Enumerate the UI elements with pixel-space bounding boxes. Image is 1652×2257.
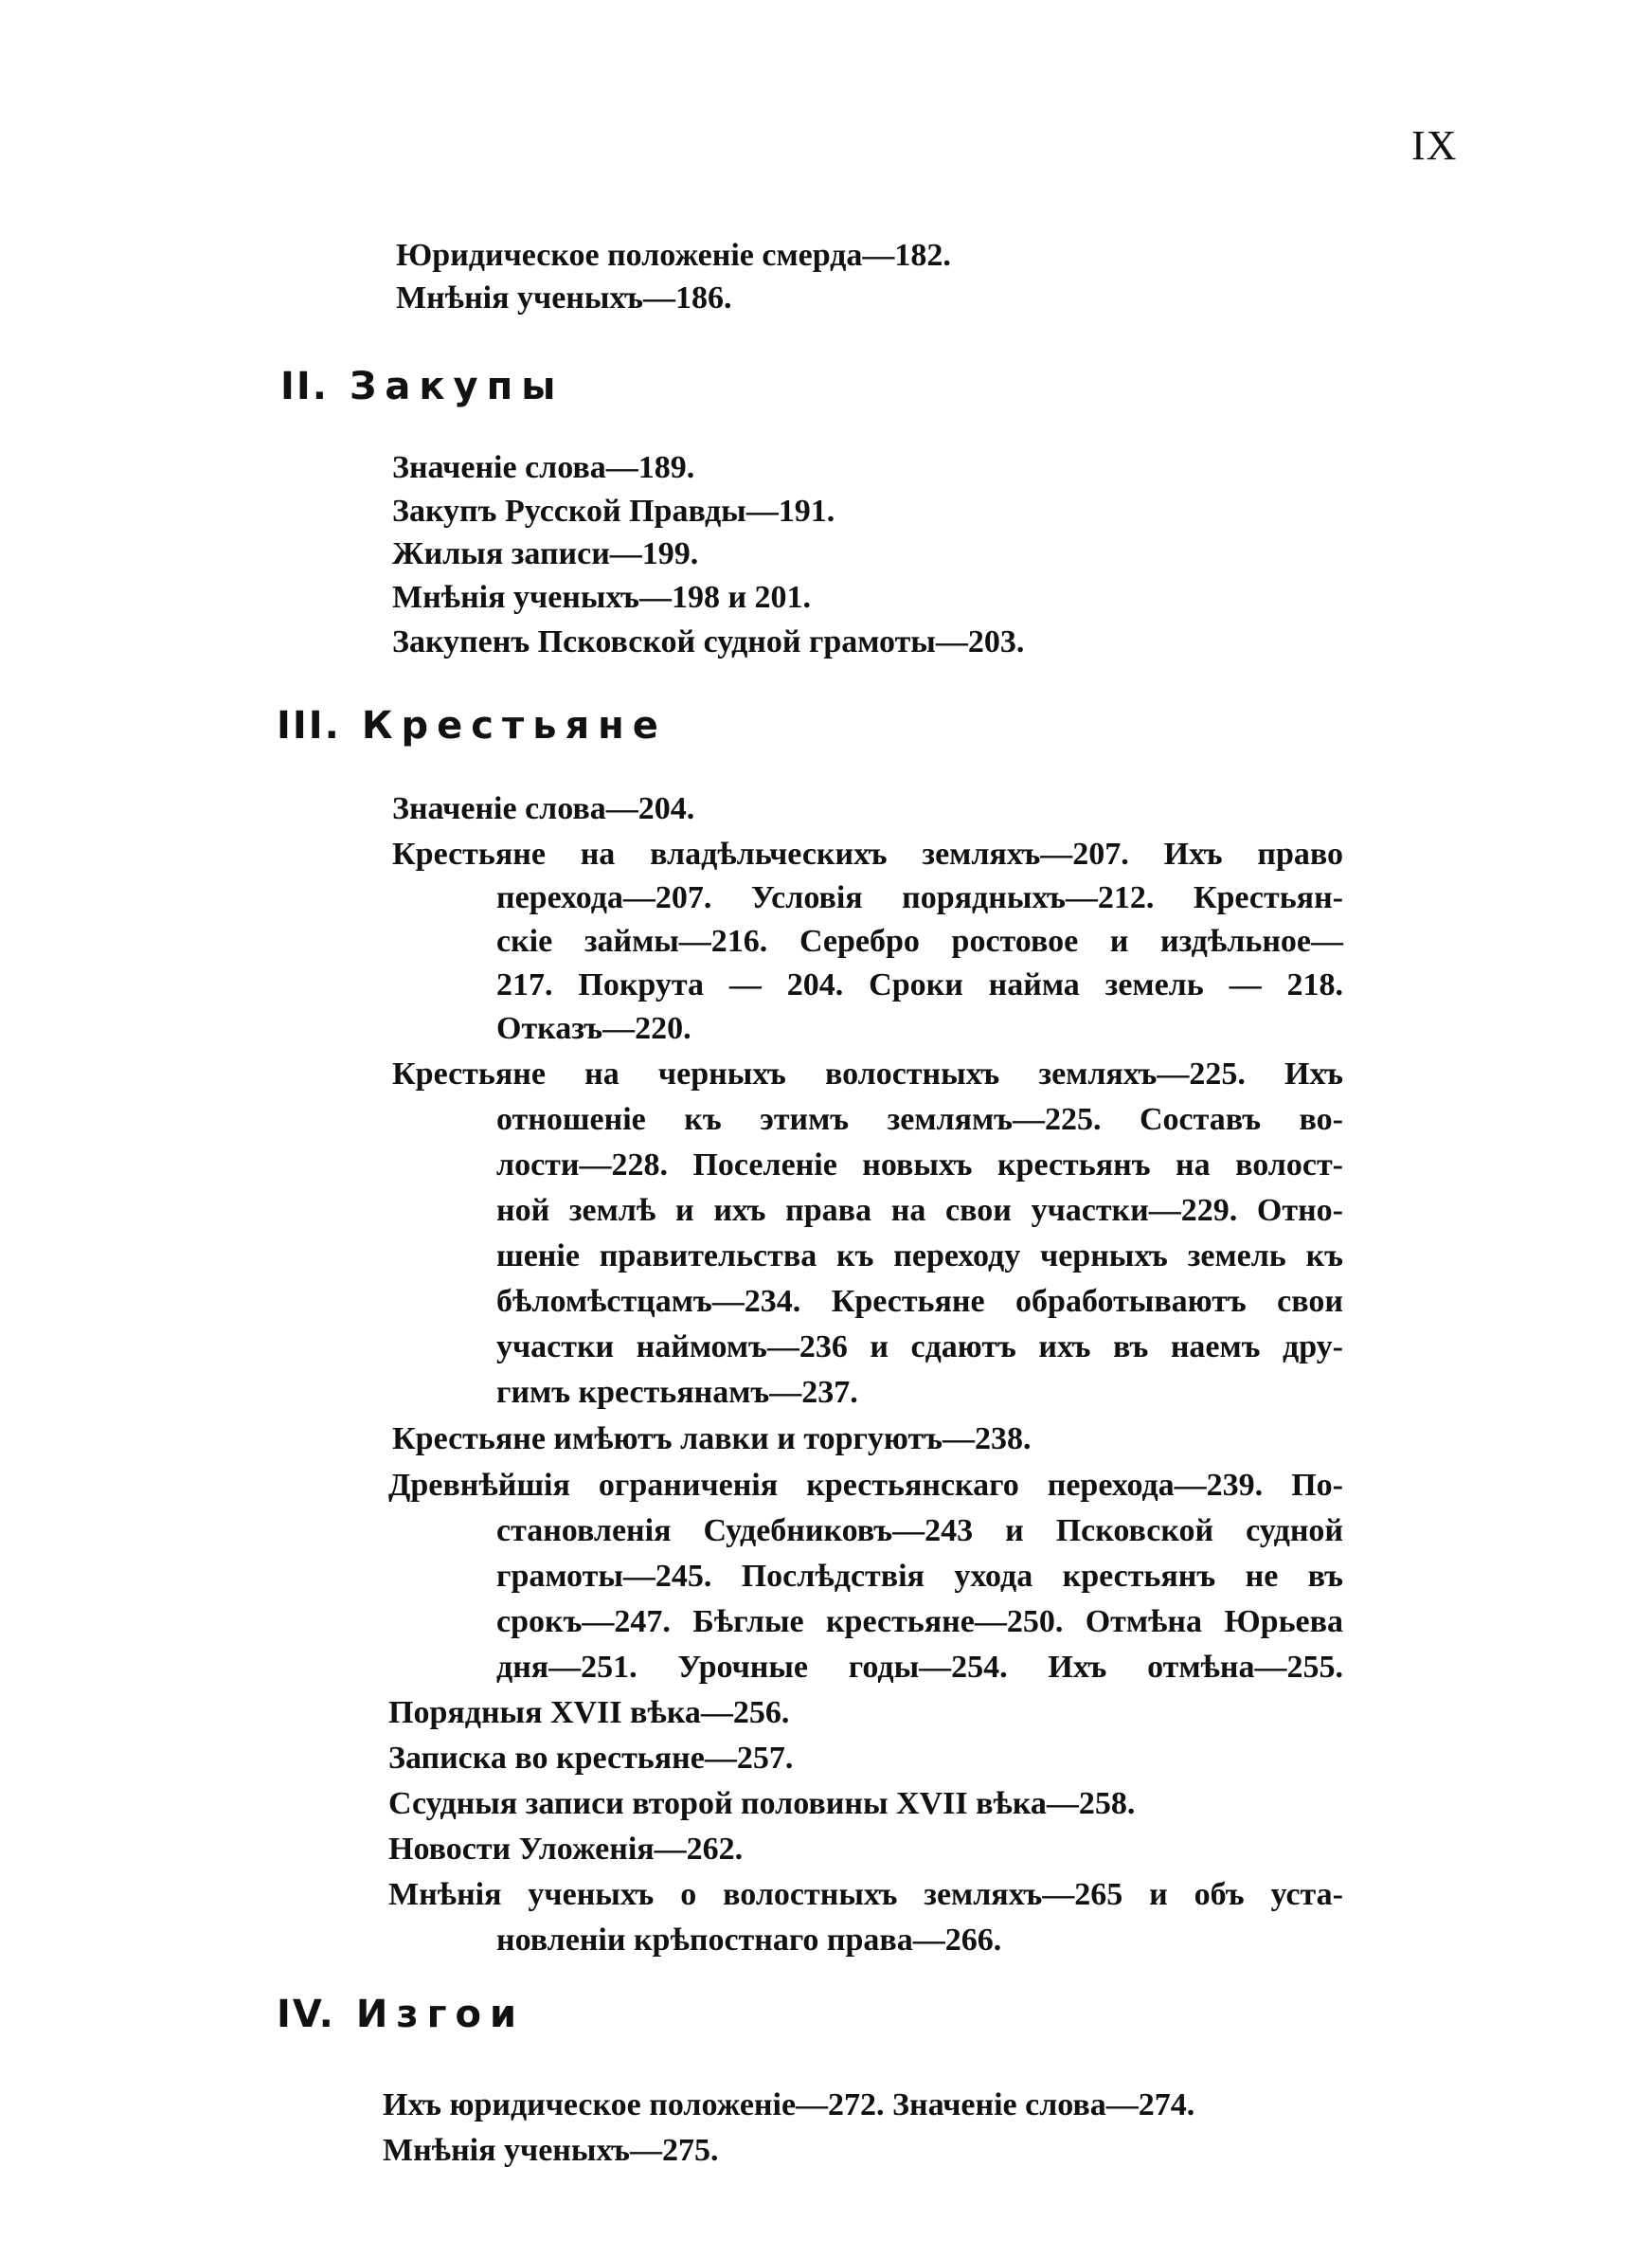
toc-line: отношеніе къ этимъ землямъ—225. Составъ во-: [496, 1102, 1343, 1137]
toc-line: скіе займы—216. Серебро ростовое и издѣльное—: [496, 924, 1343, 959]
section-title: Крестьяне: [361, 704, 667, 748]
toc-line: Мнѣнія ученыхъ—275.: [383, 2133, 719, 2168]
toc-line: бѣломѣстцамъ—234. Крестьяне обработываютъ свои: [496, 1284, 1343, 1319]
section-heading-3: [277, 703, 667, 749]
toc-line: 217. Покрута — 204. Сроки найма земель — 218.: [496, 967, 1343, 1002]
section-heading-2: [280, 364, 564, 409]
toc-line: дня—251. Урочные годы—254. Ихъ отмѣна—255.: [496, 1650, 1343, 1685]
page-number: IX: [1411, 122, 1458, 169]
toc-line: становленія Судебниковъ—243 и Псковской судной: [496, 1513, 1343, 1548]
toc-line: Ссудныя записи второй половины XVII вѣка—258.: [388, 1786, 1136, 1821]
toc-line: Крестьяне имѣютъ лавки и торгуютъ—238.: [392, 1421, 1032, 1456]
section-title: Закупы: [349, 365, 565, 408]
toc-line: Мнѣнія ученыхъ о волостныхъ земляхъ—265 и объ уста-: [388, 1877, 1343, 1912]
toc-line: срокъ—247. Бѣглые крестьяне—250. Отмѣна Юрьева: [496, 1604, 1343, 1639]
toc-line: Мнѣнія ученыхъ—186.: [396, 280, 732, 316]
toc-line: грамоты—245. Послѣдствія ухода крестьянъ не въ: [496, 1559, 1343, 1594]
toc-line: Порядныя XVII вѣка—256.: [388, 1695, 790, 1730]
toc-line: Мнѣнія ученыхъ—198 и 201.: [392, 580, 812, 615]
toc-line: лости—228. Поселеніе новыхъ крестьянъ на волост-: [496, 1147, 1343, 1183]
toc-line: Записка во крестьяне—257.: [388, 1741, 794, 1776]
section-number: II.: [280, 365, 329, 408]
toc-line: участки наймомъ—236 и сдаютъ ихъ въ наемъ дру-: [496, 1329, 1343, 1364]
toc-line: Закупъ Русской Правды—191.: [392, 494, 835, 529]
toc-line: Жилыя записи—199.: [392, 536, 699, 571]
toc-line: гимъ крестьянамъ—237.: [496, 1375, 858, 1410]
toc-line: Крестьяне на черныхъ волостныхъ земляхъ—225. Ихъ: [392, 1056, 1343, 1092]
toc-line: Значеніе слова—189.: [392, 450, 695, 485]
toc-line: Значеніе слова—204.: [392, 791, 695, 826]
toc-line: новленіи крѣпостнаго права—266.: [496, 1923, 1002, 1958]
toc-line: Ихъ юридическое положеніе—272. Значеніе слова—274.: [383, 2087, 1195, 2122]
toc-line: Закупенъ Псковской судной грамоты—203.: [392, 624, 1025, 659]
toc-line: Древнѣйшія ограниченія крестьянскаго перехода—239. По-: [388, 1468, 1343, 1503]
toc-line: шеніе правительства къ переходу черныхъ земель къ: [496, 1238, 1343, 1273]
toc-line: перехода—207. Условія порядныхъ—212. Крестьян-: [496, 880, 1343, 915]
section-number: IV.: [277, 1993, 335, 2036]
toc-line: Юридическое положеніе смерда—182.: [396, 238, 951, 273]
toc-line: ной землѣ и ихъ права на свои участки—229. Отно-: [496, 1193, 1343, 1228]
section-number: III.: [277, 704, 341, 748]
section-heading-4: [277, 1992, 525, 2037]
toc-line: Крестьяне на владѣльческихъ земляхъ—207. Ихъ право: [392, 837, 1343, 872]
section-title: Изгои: [355, 1993, 526, 2036]
toc-line: Новости Уложенія—262.: [388, 1832, 744, 1867]
toc-line: Отказъ—220.: [496, 1011, 691, 1046]
